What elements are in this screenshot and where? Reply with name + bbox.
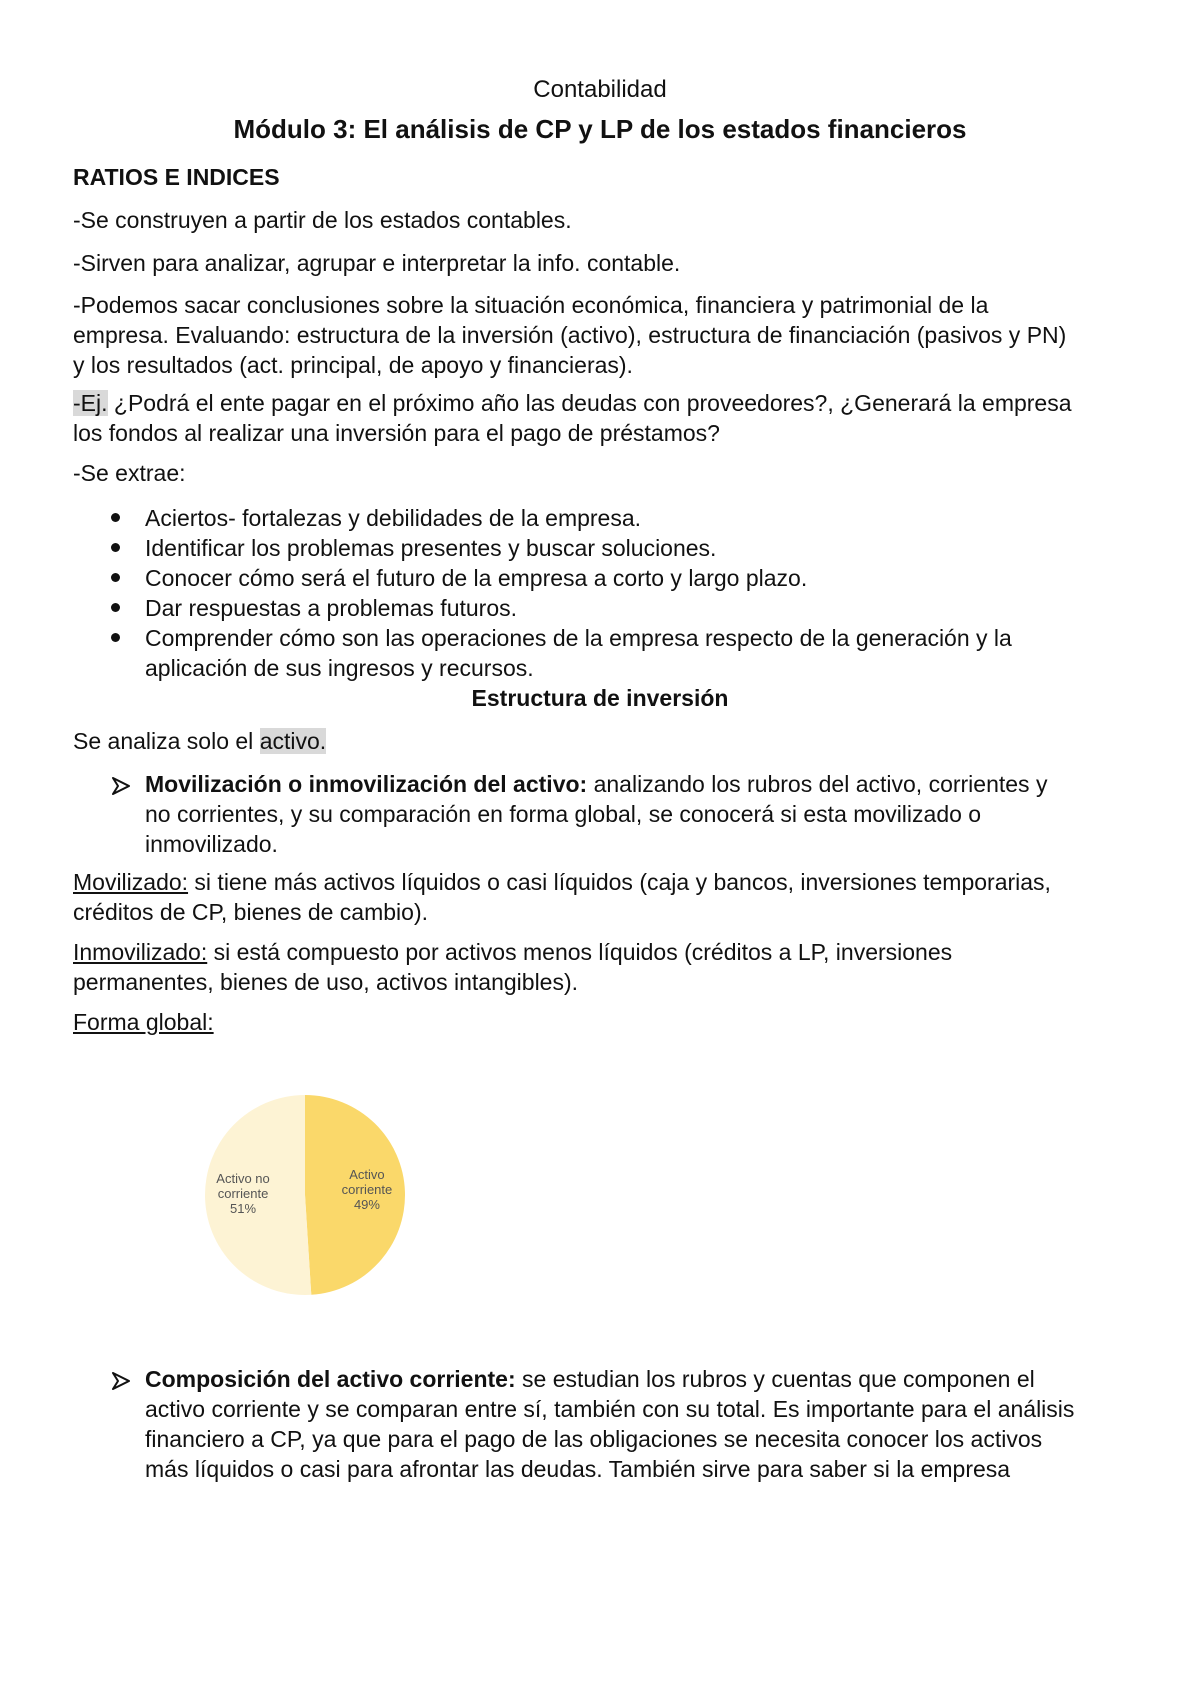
arrowhead-icon: [111, 773, 131, 803]
estructura-intro: Se analiza solo el activo.: [73, 728, 327, 754]
ratios-heading: RATIOS E INDICES: [73, 164, 280, 190]
list-item-continuation: aplicación de sus ingresos y recursos.: [145, 655, 534, 681]
pie-label-1: Activo no corriente 51%: [216, 1170, 270, 1216]
activo-highlight: activo.: [259, 728, 327, 754]
paragraph-2: -Sirven para analizar, agrupar e interpretar la info. contable.: [73, 250, 681, 276]
paragraph-3-line-1: -Podemos sacar conclusiones sobre la situación económica, financiera y patrimonial de la: [73, 292, 989, 318]
bullet-dot-icon: [111, 573, 120, 582]
bullet-dot-icon: [111, 603, 120, 612]
movilizado-label: Movilizado:: [73, 869, 189, 895]
example-line-2: los fondos al realizar una inversión para el pago de préstamos?: [73, 420, 720, 446]
example-label: -Ej.: [73, 390, 108, 416]
extrae-bullet-list: [73, 503, 1133, 683]
extrae-label: -Se extrae:: [73, 460, 186, 486]
paragraph-3-line-3: y los resultados (act. principal, de apoyo y financieras).: [73, 352, 633, 378]
movilizacion-item: Movilización o inmovilización del activo: analizando los rubros del activo, corrientes y no corrientes, y su comparación en forma global, se conocerá si esta movilizado o inmovilizado.: [73, 769, 1133, 859]
bullet-dot-icon: [111, 513, 120, 522]
list-item: Dar respuestas a problemas futuros.: [73, 593, 1133, 623]
example-line-1: ¿Podrá el ente pagar en el próximo año las deudas con proveedores?, ¿Generará la empresa: [107, 390, 1072, 416]
bullet-dot-icon: [111, 633, 120, 642]
bullet-dot-icon: [111, 543, 120, 552]
composicion-title: Composición del activo corriente:: [145, 1366, 516, 1392]
paragraph-3-line-2: empresa. Evaluando: estructura de la inversión (activo), estructura de financiación (pasivos y PN): [73, 322, 1067, 348]
example-paragraph: [73, 388, 1133, 448]
paragraph-1: -Se construyen a partir de los estados contables.: [73, 207, 572, 233]
pie-label-0: Activo corriente 49%: [341, 1167, 393, 1213]
movilizacion-title: Movilización o inmovilización del activo:: [145, 771, 588, 797]
list-item: Comprender cómo son las operaciones de la empresa respecto de la generación y la: [73, 623, 1133, 653]
arrowhead-icon: [111, 1368, 131, 1398]
movilizado-paragraph: Movilizado: si tiene más activos líquidos o casi líquidos (caja y bancos, inversiones temporarias, créditos de CP, bienes de cambio).: [73, 869, 1051, 925]
inmovilizado-paragraph: Inmovilizado: si está compuesto por activos menos líquidos (créditos a LP, inversiones permanentes, bienes de uso, activos intangibles).: [73, 939, 953, 995]
course-title: Contabilidad: [533, 76, 667, 103]
forma-global-label: Forma global:: [73, 1009, 214, 1035]
paragraph-3: [73, 290, 1133, 380]
pie-chart: [175, 1065, 435, 1325]
estructura-heading: Estructura de inversión: [471, 685, 729, 711]
list-item: Identificar los problemas presentes y buscar soluciones.: [73, 533, 1133, 563]
module-title: Módulo 3: El análisis de CP y LP de los estados financieros: [233, 114, 967, 144]
composicion-item: Composición del activo corriente: se estudian los rubros y cuentas que componen el activo corriente y se comparan entre sí, también con su total. Es importante para el análisis financiero a CP, ya que para el pago de las obligaciones se necesita conocer los activos más líquidos o casi para afrontar las deudas. También sirve para saber si la empresa: [73, 1364, 1133, 1484]
list-item: Conocer cómo será el futuro de la empresa a corto y largo plazo.: [73, 563, 1133, 593]
inmovilizado-label: Inmovilizado:: [73, 939, 208, 965]
list-item: Aciertos- fortalezas y debilidades de la empresa.: [73, 503, 1133, 533]
